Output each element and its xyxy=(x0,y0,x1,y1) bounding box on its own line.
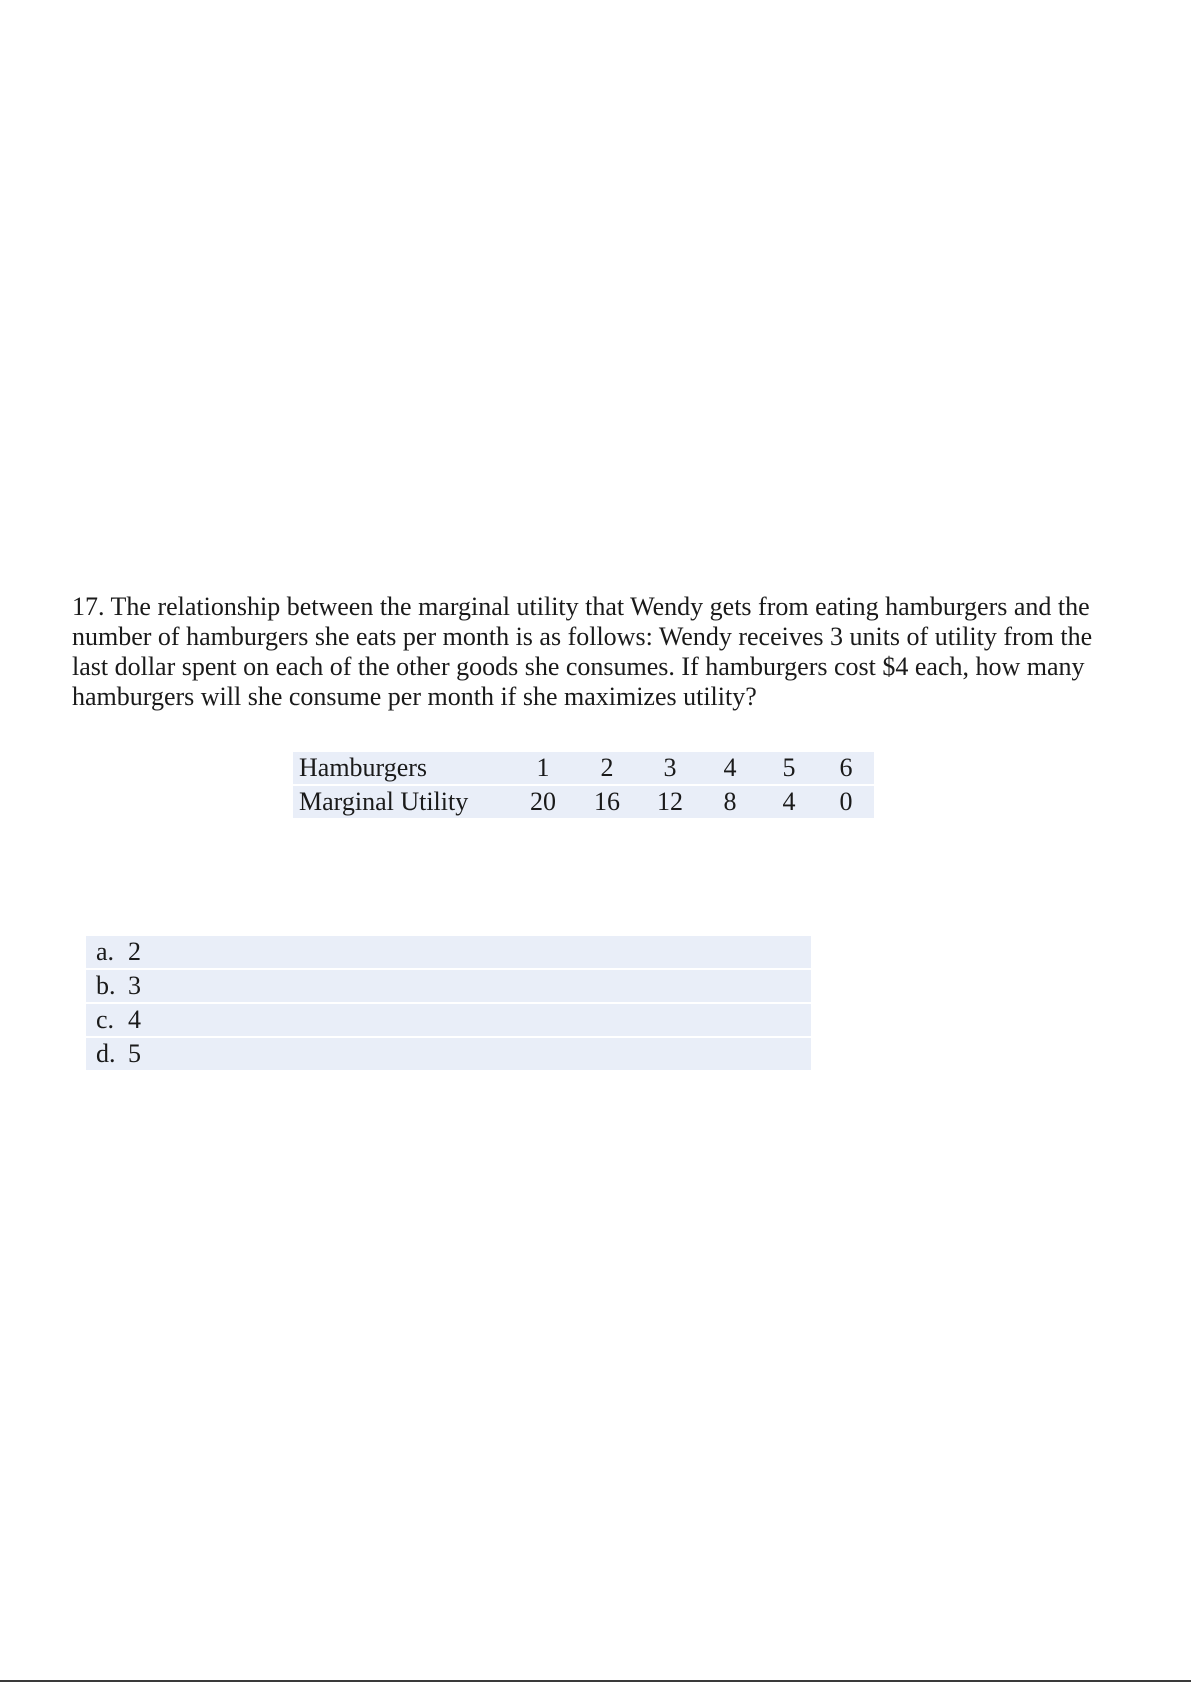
row-label: Hamburgers xyxy=(293,752,512,784)
row-label: Marginal Utility xyxy=(293,786,512,818)
choice-value: 2 xyxy=(128,937,141,966)
choice-a[interactable] xyxy=(86,936,811,968)
choice-letter: a. xyxy=(96,937,115,966)
choice-d[interactable] xyxy=(86,1038,811,1070)
choice-value: 5 xyxy=(128,1039,141,1068)
table-cell: 4 xyxy=(760,786,818,818)
table-cell: 8 xyxy=(700,786,760,818)
choice-b[interactable] xyxy=(86,970,811,1002)
choice-letter: d. xyxy=(96,1039,116,1068)
choice-letter: b. xyxy=(96,971,116,1000)
footer-divider xyxy=(0,1680,1191,1682)
choice-value: 3 xyxy=(128,971,141,1000)
table-row xyxy=(293,786,874,818)
table-cell: 4 xyxy=(700,752,760,784)
marginal-utility-table xyxy=(293,750,874,820)
table-cell: 5 xyxy=(760,752,818,784)
table-cell: 12 xyxy=(640,786,700,818)
choice-c[interactable] xyxy=(86,1004,811,1036)
table-row xyxy=(293,752,874,784)
table-cell: 2 xyxy=(574,752,640,784)
choice-value: 4 xyxy=(128,1005,141,1034)
table-cell: 0 xyxy=(818,786,874,818)
table-cell: 20 xyxy=(512,786,574,818)
table-cell: 6 xyxy=(818,752,874,784)
table-cell: 3 xyxy=(640,752,700,784)
table-cell: 16 xyxy=(574,786,640,818)
choice-letter: c. xyxy=(96,1005,115,1034)
table-cell: 1 xyxy=(512,752,574,784)
answer-choices xyxy=(86,936,811,1072)
question-text: 17. The relationship between the marginal utility that Wendy gets from eating hamburgers and the number of hamburgers she eats per month is as follows: Wendy receives 3 units of utility from the last dollar spent on each of the other goods she consumes. If hamburgers cost $4 each, how many hamburgers will she consume per month if she maximizes utility? xyxy=(72,592,1093,711)
